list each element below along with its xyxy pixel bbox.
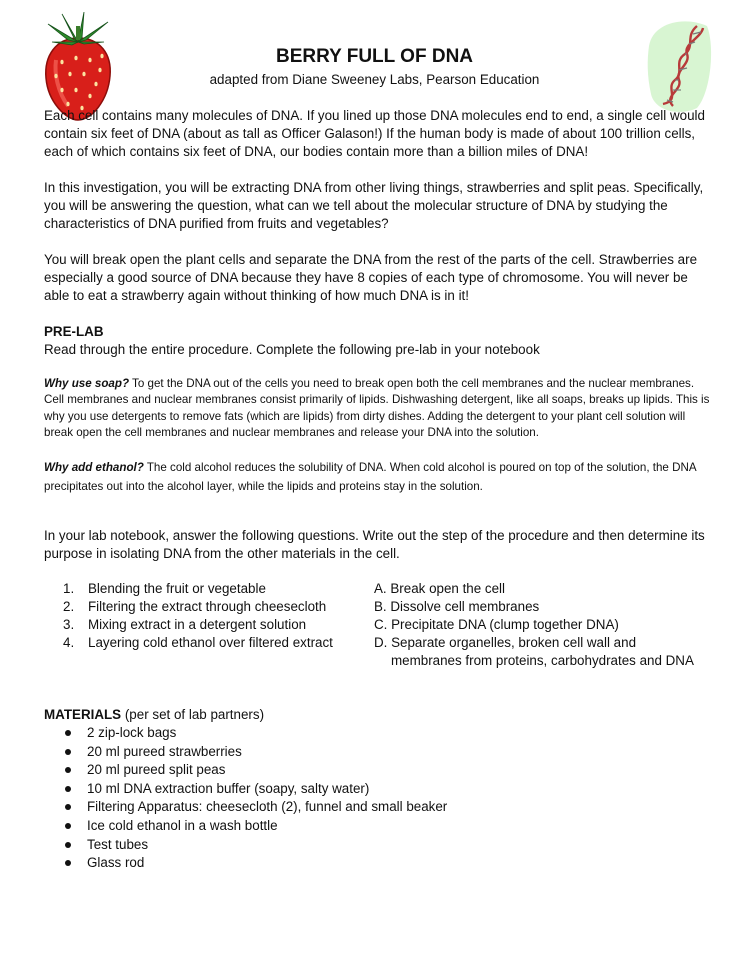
intro-paragraph-3: You will break open the plant cells and separate the DNA from the rest of the parts of the cell. Strawberries are especially a good source of DNA because they have 8 copies of each type of chromosome. You will never be able to eat a strawberry again without thinking of how much DNA is in it! bbox=[44, 252, 698, 303]
list-item: 20 ml pureed split peas bbox=[44, 761, 447, 780]
list-item: 2. Filtering the extract through cheesecloth bbox=[63, 599, 327, 614]
list-item: C. Precipitate DNA (clump together DNA) bbox=[374, 617, 619, 632]
materials-list bbox=[44, 724, 447, 873]
soap-question: Why use soap? bbox=[44, 377, 130, 390]
materials-heading: MATERIALS bbox=[44, 707, 122, 722]
questions-intro: In your lab notebook, answer the following questions. Write out the step of the procedure and then determine its purpose in isolating DNA from the other materials in the cell. bbox=[44, 528, 705, 561]
soap-explanation bbox=[44, 376, 712, 442]
procedure-steps-list bbox=[44, 580, 333, 652]
intro-paragraph-1: Each cell contains many molecules of DNA. If you lined up those DNA molecules end to end, a single cell would contain six feet of DNA (about as tall as Officer Galason!) If the human body is made of about 100 trillion cells, each of which contains six feet of DNA, our bodies contain more than a billion miles of DNA! bbox=[44, 108, 705, 159]
list-item: B. Dissolve cell membranes bbox=[374, 599, 540, 614]
list-item: 4. Layering cold ethanol over filtered extract bbox=[63, 635, 333, 650]
list-item: Ice cold ethanol in a wash bottle bbox=[44, 817, 447, 836]
list-item: Filtering Apparatus: cheesecloth (2), funnel and small beaker bbox=[44, 798, 447, 817]
list-item: D. Separate organelles, broken cell wall and bbox=[374, 635, 637, 650]
list-item: 3. Mixing extract in a detergent solution bbox=[63, 617, 307, 632]
list-item: 20 ml pureed strawberries bbox=[44, 743, 447, 762]
purposes-list bbox=[374, 580, 694, 670]
materials-note: (per set of lab partners) bbox=[121, 707, 265, 722]
list-item: 10 ml DNA extraction buffer (soapy, salty water) bbox=[44, 780, 447, 799]
list-item: membranes from proteins, carbohydrates and DNA bbox=[391, 653, 694, 668]
list-item: 2 zip-lock bags bbox=[44, 724, 447, 743]
prelab-instructions: Read through the entire procedure. Complete the following pre-lab in your notebook bbox=[44, 342, 540, 357]
list-item: 1. Blending the fruit or vegetable bbox=[63, 581, 266, 596]
list-item: Test tubes bbox=[44, 836, 447, 855]
materials-heading-line bbox=[44, 706, 712, 724]
ethanol-question: Why add ethanol? bbox=[44, 461, 144, 474]
list-item: A. Break open the cell bbox=[374, 581, 506, 596]
page-subtitle: adapted from Diane Sweeney Labs, Pearson Education bbox=[209, 72, 540, 87]
ethanol-explanation bbox=[44, 458, 712, 496]
list-item: Glass rod bbox=[44, 854, 447, 873]
ethanol-answer: The cold alcohol reduces the solubility of DNA. When cold alcohol is poured on top of the solution, the DNA precipitates out into the alcohol layer, while the lipids and proteins stay in the solution. bbox=[44, 461, 696, 493]
soap-answer: To get the DNA out of the cells you need to break open both the cell membranes and the nuclear membranes. Cell membranes and nuclear membranes consist primarily of lipids. Dishwashing detergent, like all soaps, breaks up lipids. This is why you use detergents to remove fats (which are lipids) from dirty dishes. Adding the detergent to your plant cell solution will break open the cell membranes and nuclear membranes and release your DNA into the solution. bbox=[44, 377, 710, 440]
prelab-heading: PRE-LAB bbox=[44, 324, 104, 339]
page-title: BERRY FULL OF DNA bbox=[275, 46, 474, 67]
intro-paragraph-2: In this investigation, you will be extracting DNA from other living things, strawberries and split peas. Specifically, you will be answering the question, what can we tell about the molecular structure of DNA by studying the characteristics of DNA purified from fruits and vegetables? bbox=[44, 180, 704, 231]
